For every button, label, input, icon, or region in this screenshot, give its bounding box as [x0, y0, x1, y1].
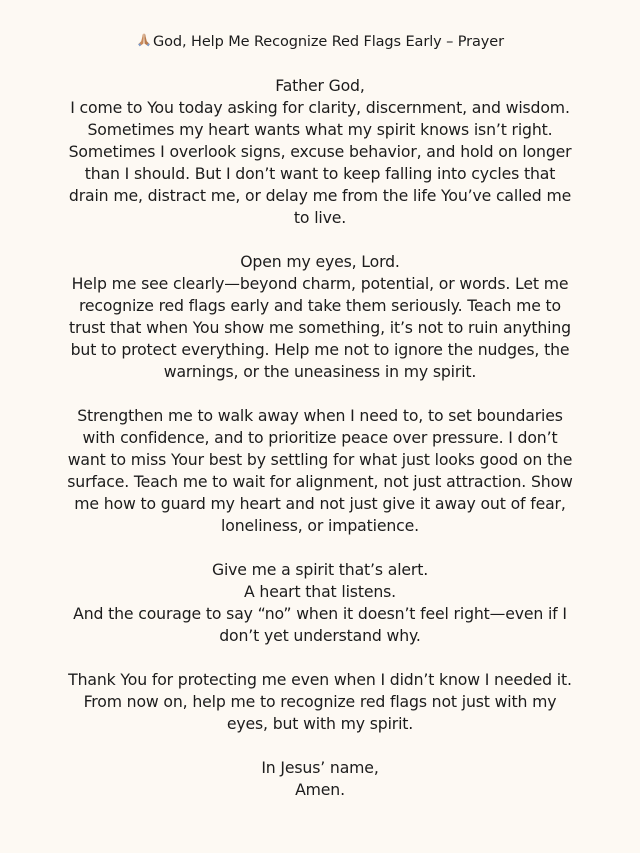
paragraph — [62, 669, 578, 735]
text-line: but to protect everything. Help me not to ignore the nudges, the — [70, 340, 570, 359]
text-line: Give me a spirit that’s alert. — [211, 560, 429, 579]
text-line: Amen. — [295, 780, 345, 799]
text-line: surface. Teach me to wait for alignment, not just attraction. Show — [67, 472, 573, 491]
text-line: Help me see clearly—beyond charm, potential, or words. Let me — [71, 274, 569, 293]
text-line: drain me, distract me, or delay me from the life You’ve called me — [68, 186, 572, 205]
closing-paragraph — [62, 757, 578, 801]
page-title — [0, 31, 640, 53]
paragraph — [62, 251, 578, 383]
text-line: From now on, help me to recognize red flags not just with my — [83, 692, 557, 711]
text-line: don’t yet understand why. — [219, 626, 421, 645]
text-line: Thank You for protecting me even when I didn’t know I needed it. — [68, 670, 572, 689]
text-line: Strengthen me to walk away when I need to, to set boundaries — [77, 406, 563, 425]
text-line: trust that when You show me something, it’s not to ruin anything — [69, 318, 571, 337]
text-line: me how to guard my heart and not just give it away out of fear, — [74, 494, 566, 513]
text-line: with confidence, and to prioritize peace over pressure. I don’t — [82, 428, 558, 447]
text-line: to live. — [293, 208, 347, 227]
text-line: A heart that listens. — [243, 582, 396, 601]
text-line: eyes, but with my spirit. — [226, 714, 414, 733]
text-line: Sometimes I overlook signs, excuse behavior, and hold on longer — [68, 142, 572, 161]
paragraph — [62, 405, 578, 537]
text-line: Open my eyes, Lord. — [240, 252, 400, 271]
text-line: recognize red flags early and take them seriously. Teach me to — [78, 296, 562, 315]
text-line: Sometimes my heart wants what my spirit knows isn’t right. — [87, 120, 553, 139]
paragraph — [62, 75, 578, 229]
text-line: And the courage to say “no” when it doesn’t feel right—even if I — [73, 604, 567, 623]
text-line: than I should. But I don’t want to keep falling into cycles that — [84, 164, 556, 183]
text-line: I come to You today asking for clarity, discernment, and wisdom. — [70, 98, 570, 117]
page-title-text: God, Help Me Recognize Red Flags Early – Prayer — [153, 34, 504, 50]
praying-hands-icon — [136, 32, 152, 48]
text-line: Father God, — [275, 76, 365, 95]
paragraph — [62, 559, 578, 647]
text-line: want to miss Your best by settling for what just looks good on the — [67, 450, 573, 469]
text-line: loneliness, or impatience. — [221, 516, 419, 535]
text-line: warnings, or the uneasiness in my spirit. — [163, 362, 477, 381]
text-line: In Jesus’ name, — [261, 758, 379, 777]
prayer-body — [0, 75, 640, 801]
